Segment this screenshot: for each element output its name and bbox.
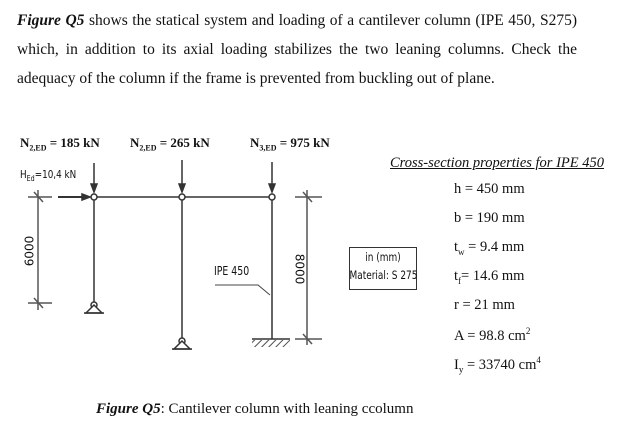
fixed-support <box>252 339 290 347</box>
material-note: Material: S 275 <box>349 268 418 282</box>
prop-r: r = 21 mm <box>454 297 515 313</box>
figure-ref: Figure Q5 <box>17 12 85 29</box>
dimension-left-value: 6000 <box>22 235 37 267</box>
dimension-right-value: 8000 <box>292 253 307 285</box>
problem-text: shows the statical system and loading of a cantilever column (IPE 450, S275) which, in addition to its axial loading stabilizes the two leaning columns. Check the adequacy of the column if the frame is prevented from buckling out of plane. <box>17 12 577 87</box>
properties-title: Cross-section properties for IPE 450 <box>390 155 604 171</box>
load-label-1: $N_{2,ED} = 185$ kN <box>20 135 100 153</box>
units-note: in (mm) <box>365 250 401 264</box>
hinge-2 <box>179 194 185 200</box>
member-label: IPE 450 <box>214 264 250 278</box>
load-label-3: $N_{3,ED} = 975$ kN <box>250 135 330 153</box>
load-label-2: $N_{2,ED} = 265$ kN <box>130 135 210 153</box>
prop-tw: $t_w = 9.4$ mm <box>454 239 525 257</box>
prop-Iy: $I_y = 33740$ $cm^4$ <box>454 355 541 375</box>
pin-support-2 <box>172 338 192 349</box>
horizontal-load-label: $H_{Ed}=10,4$ kN <box>20 168 77 184</box>
hinge-3 <box>269 194 275 200</box>
prop-b: b = 190 mm <box>454 210 525 226</box>
figure-caption: Figure Q5: Cantilever column with leaning ccolumn <box>96 401 414 417</box>
prop-h: h = 450 mm <box>454 181 525 197</box>
material-box <box>349 247 417 290</box>
pin-support-1 <box>84 302 104 313</box>
prop-tf: $t_f= 14.6$ mm <box>454 268 525 286</box>
prop-A: A = 98.8 $cm^2$ <box>454 326 531 344</box>
